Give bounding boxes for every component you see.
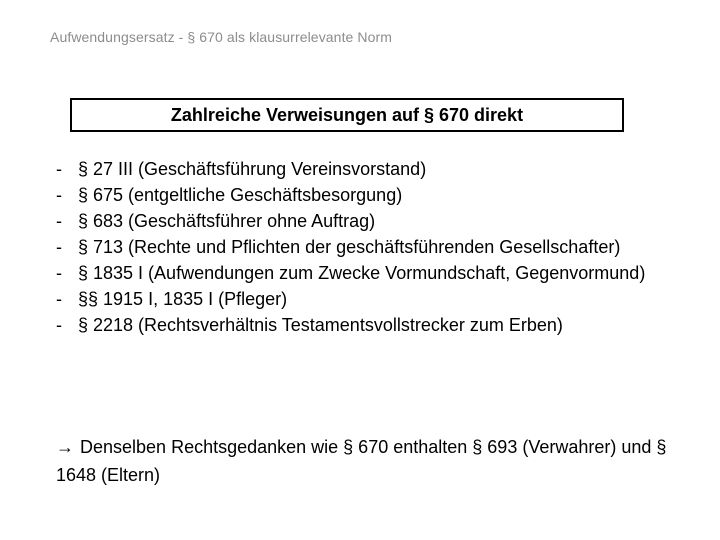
- list-item: [56, 182, 696, 208]
- list-item-text: § 683 (Geschäftsführer ohne Auftrag): [78, 211, 376, 231]
- list-item: [56, 234, 696, 260]
- conclusion-text: Denselben Rechtsgedanken wie § 670 enthalten § 693 (Verwahrer) und § 1648 (Eltern): [56, 437, 667, 485]
- list-item: [56, 286, 696, 312]
- list-dash: -: [56, 289, 62, 309]
- slide-title: Zahlreiche Verweisungen auf § 670 direkt: [170, 104, 524, 125]
- list-item: [56, 156, 696, 182]
- list-item: [56, 260, 696, 286]
- title-box: [70, 98, 624, 132]
- list-item-text: § 2218 (Rechtsverhältnis Testamentsvollstrecker zum Erben): [78, 315, 563, 335]
- list-dash: -: [56, 237, 62, 257]
- list-item: [56, 208, 696, 234]
- conclusion-paragraph: [56, 433, 676, 489]
- list-item: [56, 312, 696, 338]
- list-item-text: § 713 (Rechte und Pflichten der geschäftsführenden Gesellschafter): [78, 237, 621, 257]
- list-dash: -: [56, 211, 62, 231]
- list-dash: -: [56, 185, 62, 205]
- list-item-text: § 675 (entgeltliche Geschäftsbesorgung): [78, 185, 403, 205]
- reference-list: [56, 156, 696, 338]
- arrow-right-icon: →: [56, 437, 74, 457]
- list-item-text: § 1835 I (Aufwendungen zum Zwecke Vormundschaft, Gegenvormund): [78, 263, 646, 283]
- list-dash: -: [56, 263, 62, 283]
- list-dash: -: [56, 159, 62, 179]
- list-item-text: § 27 III (Geschäftsführung Vereinsvorstand): [78, 159, 427, 179]
- slide-header: Aufwendungsersatz - § 670 als klausurrelevante Norm: [50, 29, 393, 45]
- list-dash: -: [56, 315, 62, 335]
- list-item-text: §§ 1915 I, 1835 I (Pfleger): [78, 289, 288, 309]
